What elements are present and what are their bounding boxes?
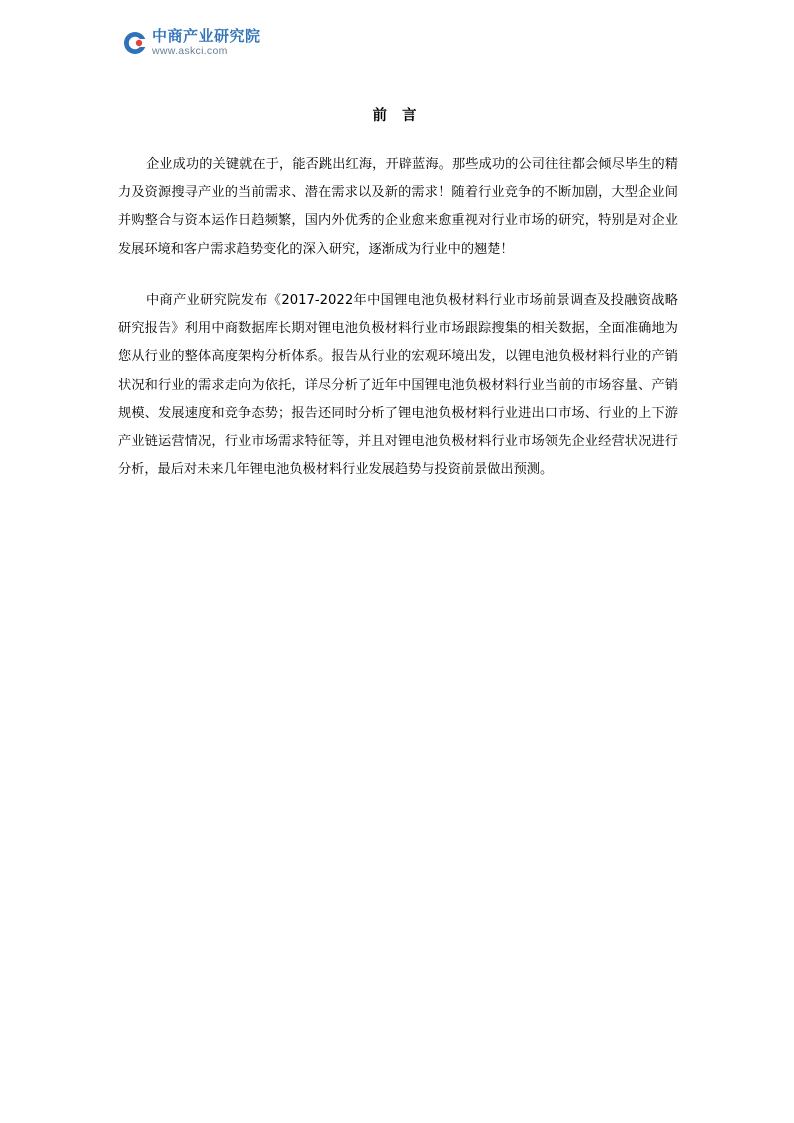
logo-text: [152, 29, 261, 57]
logo-name: 中商产业研究院: [152, 27, 261, 46]
preface-paragraph-1: 企业成功的关键就在于，能否跳出红海，开辟蓝海。那些成功的公司往往都会倾尽毕生的精力及资源搜寻产业的当前需求、潜在需求以及新的需求！随着行业竞争的不断加剧，大型企业间并购整合与资本运作日趋频繁，国内外优秀的企业愈来愈重视对行业市场的研究，特别是对企业发展环境和客户需求趋势变化的深入研究，逐渐成为行业中的翘楚！: [118, 157, 678, 257]
header-logo: [123, 28, 261, 58]
askci-logo-icon: [123, 31, 147, 55]
logo-url: www.askci.com: [152, 45, 228, 58]
document-title: 前 言: [372, 108, 422, 124]
preface-paragraph-2: 中商产业研究院发布《2017-2022年中国锂电池负极材料行业市场前景调查及投融资战略研究报告》利用中商数据库长期对锂电池负极材料行业市场跟踪搜集的相关数据，全面准确地为您从行业的整体高度架构分析体系。报告从行业的宏观环境出发，以锂电池负极材料行业的产销状况和行业的需求走向为依托，详尽分析了近年中国锂电池负极材料行业当前的市场容量、产销规模、发展速度和竞争态势；报告还同时分析了锂电池负极材料行业进出口市场、行业的上下游产业链运营情况，行业市场需求特征等，并且对锂电池负极材料行业市场领先企业经营状况进行分析，最后对未来几年锂电池负极材料行业发展趋势与投资前景做出预测。: [118, 293, 678, 478]
